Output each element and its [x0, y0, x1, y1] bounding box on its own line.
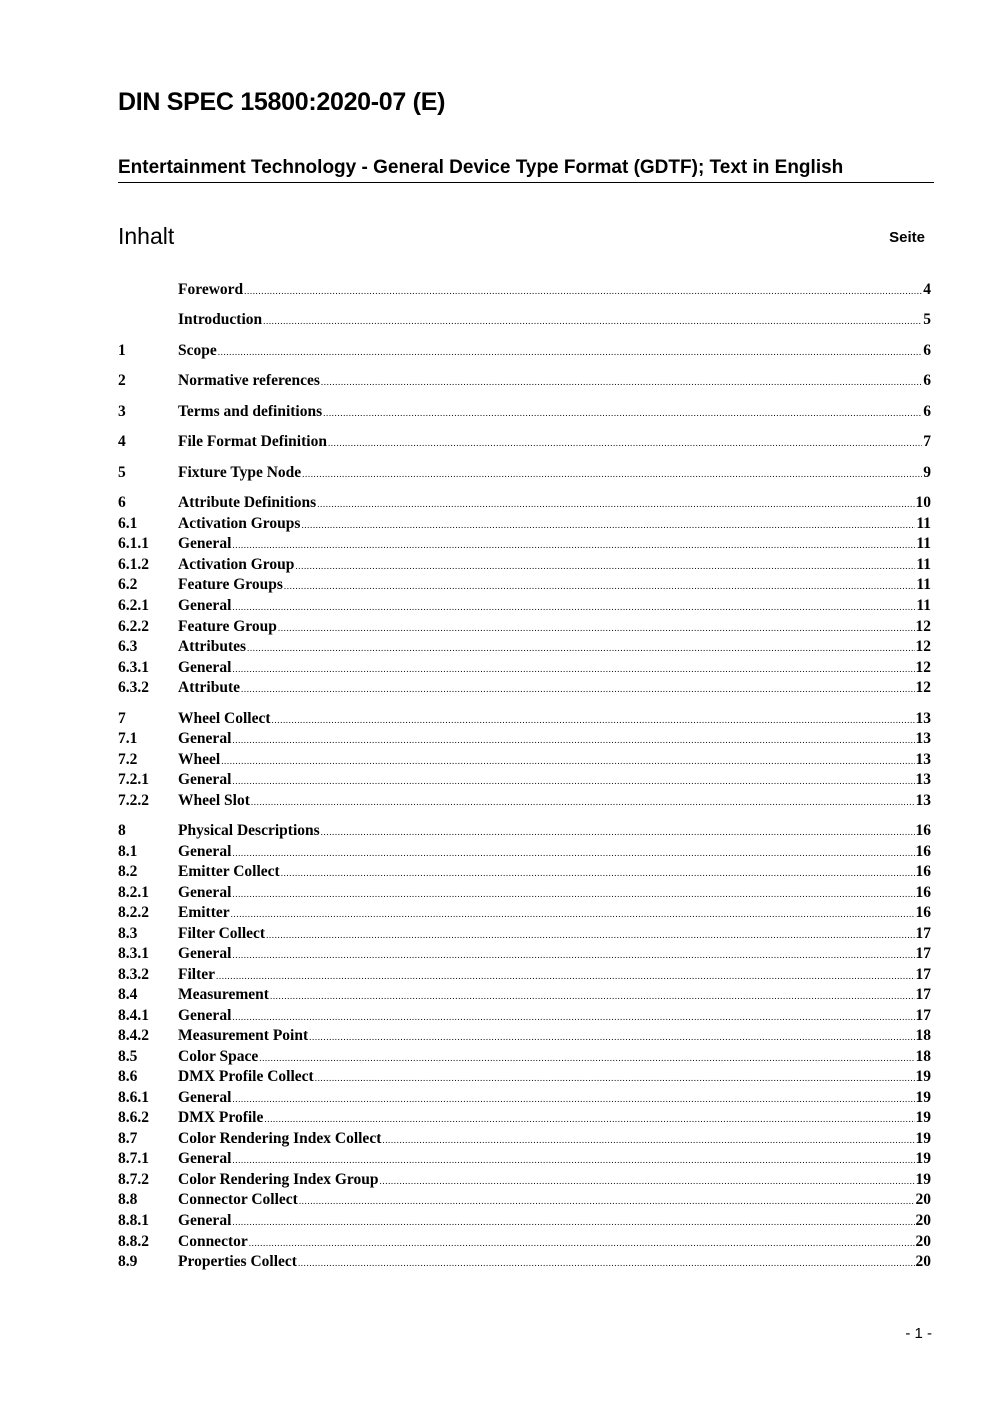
toc-entry-page: 17 [915, 986, 931, 1003]
toc-entry-page: 13 [915, 710, 931, 727]
toc-entry-title: General [178, 730, 232, 747]
toc-entry-title: Feature Groups [178, 576, 283, 593]
toc-entry-title: General [178, 1150, 232, 1167]
toc-page-column-label: Seite [889, 229, 925, 246]
toc-entry-title: Attributes [178, 638, 247, 655]
toc-entry[interactable] [118, 842, 931, 862]
toc-leader-dots [216, 966, 914, 986]
toc-entry[interactable] [118, 1067, 931, 1087]
toc-leader-dots [218, 342, 923, 362]
toc-entry-number: 8.6 [118, 1068, 138, 1085]
toc-entry-title: General [178, 1007, 232, 1024]
toc-entry[interactable] [118, 965, 931, 985]
toc-entry-number: 7 [118, 710, 126, 727]
toc-entry[interactable] [118, 341, 931, 361]
toc-leader-dots [251, 792, 915, 812]
toc-entry-page: 13 [915, 730, 931, 747]
toc-entry-title: Attribute [178, 679, 240, 696]
toc-leader-dots [302, 464, 922, 484]
toc-entry-page: 19 [915, 1171, 931, 1188]
toc-leader-dots [232, 884, 914, 904]
toc-entry-number: 8.6.1 [118, 1089, 149, 1106]
toc-entry-page: 19 [915, 1130, 931, 1147]
toc-entry-page: 4 [923, 281, 931, 298]
toc-leader-dots [309, 1027, 914, 1047]
toc-entry-page: 10 [915, 494, 931, 511]
toc-entry-title: Feature Group [178, 618, 277, 635]
toc-entry[interactable] [118, 678, 931, 698]
document-title: DIN SPEC 15800:2020-07 (E) [118, 88, 446, 116]
document-subtitle: Entertainment Technology - General Device Type Format (GDTF); Text in English [118, 157, 934, 183]
toc-entry[interactable] [118, 1006, 931, 1026]
toc-entry-page: 11 [916, 597, 931, 614]
toc-entry-page: 11 [916, 535, 931, 552]
toc-entry[interactable] [118, 1149, 931, 1169]
toc-entry[interactable] [118, 463, 931, 483]
toc-entry-number: 8.2.1 [118, 884, 149, 901]
toc-entry[interactable] [118, 750, 931, 770]
toc-entry-number: 6.2.1 [118, 597, 149, 614]
toc-leader-dots [259, 1048, 914, 1068]
toc-entry-number: 8.8.2 [118, 1233, 149, 1250]
page-number: - 1 - [905, 1325, 932, 1342]
toc-entry-number: 2 [118, 372, 126, 389]
toc-entry-title: Filter Collect [178, 925, 266, 942]
toc-entry[interactable] [118, 658, 931, 678]
toc-leader-dots [281, 863, 915, 883]
toc-entry-page: 17 [915, 1007, 931, 1024]
toc-leader-dots [232, 1089, 914, 1109]
toc-entry[interactable] [118, 555, 931, 575]
toc-leader-dots [321, 372, 922, 392]
toc-entry[interactable] [118, 637, 931, 657]
toc-leader-dots [232, 771, 914, 791]
toc-entry-page: 6 [923, 403, 931, 420]
toc-entry-page: 11 [916, 576, 931, 593]
toc-leader-dots [244, 281, 922, 301]
toc-entry-title: Foreword [178, 281, 244, 298]
toc-entry-number: 6.1 [118, 515, 138, 532]
toc-entry-number: 8 [118, 822, 126, 839]
toc-entry-page: 20 [915, 1253, 931, 1270]
toc-entry-title: Terms and definitions [178, 403, 323, 420]
toc-leader-dots [232, 945, 914, 965]
toc-entry-number: 6 [118, 494, 126, 511]
toc-entry[interactable] [118, 985, 931, 1005]
toc-entry-number: 1 [118, 342, 126, 359]
toc-entry[interactable] [118, 883, 931, 903]
toc-entry-title: General [178, 1089, 232, 1106]
toc-entry-number: 8.7.2 [118, 1171, 149, 1188]
toc-entry[interactable] [118, 791, 931, 811]
toc-entry[interactable] [118, 903, 931, 923]
toc-entry[interactable] [118, 1232, 931, 1252]
toc-leader-dots [284, 576, 915, 596]
toc-leader-dots [266, 925, 914, 945]
toc-entry-page: 12 [915, 638, 931, 655]
toc-leader-dots [323, 403, 922, 423]
toc-entry-title: Wheel Slot [178, 792, 250, 809]
toc-entry-number: 8.7.1 [118, 1150, 149, 1167]
toc-entry-number: 8.1 [118, 843, 138, 860]
toc-entry-number: 8.2.2 [118, 904, 149, 921]
toc-entry[interactable] [118, 1047, 931, 1067]
toc-entry-title: Filter [178, 966, 216, 983]
toc-entry-page: 16 [915, 904, 931, 921]
toc-entry-title: Activation Groups [178, 515, 301, 532]
toc-entry[interactable] [118, 534, 931, 554]
toc-leader-dots [232, 1007, 914, 1027]
toc-entry[interactable] [118, 493, 931, 513]
toc-entry-title: Emitter [178, 904, 230, 921]
toc-entry-page: 18 [915, 1048, 931, 1065]
toc-entry-number: 8.4.1 [118, 1007, 149, 1024]
toc-entry-number: 8.6.2 [118, 1109, 149, 1126]
toc-entry-number: 7.2 [118, 751, 138, 768]
toc-entry-number: 8.3 [118, 925, 138, 942]
toc-entry-number: 8.9 [118, 1253, 138, 1270]
toc-entry[interactable] [118, 575, 931, 595]
toc-entry-title: General [178, 884, 232, 901]
toc-entry-page: 12 [915, 618, 931, 635]
toc-entry-number: 7.2.2 [118, 792, 149, 809]
toc-entry[interactable] [118, 514, 931, 534]
toc-entry[interactable] [118, 1170, 931, 1190]
toc-entry-number: 6.3 [118, 638, 138, 655]
toc-entry-title: DMX Profile Collect [178, 1068, 314, 1085]
toc-entry-title: Measurement [178, 986, 269, 1003]
toc-entry-number: 6.2 [118, 576, 138, 593]
toc-entry-page: 9 [923, 464, 931, 481]
toc-entry[interactable] [118, 402, 931, 422]
toc-entry-number: 6.2.2 [118, 618, 149, 635]
toc-entry-page: 13 [915, 771, 931, 788]
toc-entry-number: 5 [118, 464, 126, 481]
toc-entry-page: 16 [915, 822, 931, 839]
toc-entry-title: Activation Group [178, 556, 295, 573]
toc-entry-page: 13 [915, 751, 931, 768]
toc-leader-dots [232, 535, 915, 555]
toc-leader-dots [270, 986, 915, 1006]
toc-entry-title: Attribute Definitions [178, 494, 317, 511]
toc-entry-page: 19 [915, 1089, 931, 1106]
toc-entry-page: 16 [915, 863, 931, 880]
toc-entry[interactable] [118, 280, 931, 300]
toc-leader-dots [249, 1233, 915, 1253]
toc-entry-number: 8.4.2 [118, 1027, 149, 1044]
toc-heading: Inhalt [118, 223, 175, 249]
toc-leader-dots [298, 1253, 915, 1273]
toc-leader-dots [232, 1212, 914, 1232]
toc-entry-title: General [178, 843, 232, 860]
toc-leader-dots [232, 843, 914, 863]
toc-entry[interactable] [118, 617, 931, 637]
toc-entry[interactable] [118, 1211, 931, 1231]
toc-entry-title: Physical Descriptions [178, 822, 320, 839]
toc-entry-title: General [178, 945, 232, 962]
toc-leader-dots [321, 822, 915, 842]
toc-entry-number: 6.3.1 [118, 659, 149, 676]
toc-entry-page: 19 [915, 1068, 931, 1085]
toc-entry-title: DMX Profile [178, 1109, 264, 1126]
toc-leader-dots [232, 730, 914, 750]
toc-entry[interactable] [118, 729, 931, 749]
toc-entry-page: 17 [915, 945, 931, 962]
toc-entry-page: 18 [915, 1027, 931, 1044]
toc-leader-dots [317, 494, 914, 514]
toc-leader-dots [382, 1130, 914, 1150]
toc-entry-title: Measurement Point [178, 1027, 309, 1044]
toc-entry[interactable] [118, 1190, 931, 1210]
toc-entry-page: 20 [915, 1233, 931, 1250]
toc-entry-page: 11 [916, 515, 931, 532]
toc-entry-title: Introduction [178, 311, 263, 328]
toc-entry-page: 17 [915, 925, 931, 942]
toc-leader-dots [299, 1191, 915, 1211]
toc-entry-title: Connector Collect [178, 1191, 298, 1208]
toc-entry-number: 4 [118, 433, 126, 450]
toc-entry-title: Color Rendering Index Group [178, 1171, 379, 1188]
toc-entry[interactable] [118, 1129, 931, 1149]
toc-entry[interactable] [118, 944, 931, 964]
toc-leader-dots [278, 618, 915, 638]
toc-entry-page: 17 [915, 966, 931, 983]
toc-entry[interactable] [118, 924, 931, 944]
toc-entry-title: General [178, 659, 232, 676]
toc-entry-title: Color Space [178, 1048, 259, 1065]
toc-entry-number: 6.1.2 [118, 556, 149, 573]
toc-entry[interactable] [118, 709, 931, 729]
toc-entry-number: 8.2 [118, 863, 138, 880]
toc-entry-page: 12 [915, 659, 931, 676]
toc-leader-dots [221, 751, 914, 771]
toc-leader-dots [263, 311, 922, 331]
toc-entry-page: 12 [915, 679, 931, 696]
toc-entry-number: 8.5 [118, 1048, 138, 1065]
toc-entry-title: Wheel Collect [178, 710, 271, 727]
toc-entry[interactable] [118, 1252, 931, 1272]
toc-entry-number: 6.1.1 [118, 535, 149, 552]
toc-entry[interactable] [118, 596, 931, 616]
toc-entry-number: 8.3.2 [118, 966, 149, 983]
toc-entry[interactable] [118, 1026, 931, 1046]
toc-entry-number: 7.2.1 [118, 771, 149, 788]
toc-leader-dots [241, 679, 915, 699]
toc-entry-page: 7 [923, 433, 931, 450]
toc-entry[interactable] [118, 371, 931, 391]
toc-entry-title: Properties Collect [178, 1253, 297, 1270]
toc-entry-page: 13 [915, 792, 931, 809]
toc-entry[interactable] [118, 1108, 931, 1128]
toc-entry-page: 19 [915, 1109, 931, 1126]
toc-leader-dots [264, 1109, 914, 1129]
toc-entry-page: 5 [923, 311, 931, 328]
toc-leader-dots [231, 904, 915, 924]
toc-leader-dots [272, 710, 915, 730]
toc-entry-number: 3 [118, 403, 126, 420]
toc-entry-title: Color Rendering Index Collect [178, 1130, 382, 1147]
toc-entry-title: Normative references [178, 372, 320, 389]
toc-leader-dots [380, 1171, 915, 1191]
toc-entry-number: 8.3.1 [118, 945, 149, 962]
toc-entry-number: 6.3.2 [118, 679, 149, 696]
toc-leader-dots [295, 556, 915, 576]
toc-entry-page: 19 [915, 1150, 931, 1167]
toc-leader-dots [301, 515, 915, 535]
toc-entry-title: General [178, 535, 232, 552]
toc-leader-dots [247, 638, 914, 658]
toc-entry-title: General [178, 597, 232, 614]
toc-entry-page: 6 [923, 342, 931, 359]
toc-entry-title: General [178, 1212, 232, 1229]
toc-entry-title: General [178, 771, 232, 788]
toc-entry-title: Scope [178, 342, 217, 359]
toc-entry[interactable] [118, 862, 931, 882]
toc-entry-title: File Format Definition [178, 433, 327, 450]
toc-entry-page: 20 [915, 1212, 931, 1229]
toc-entry[interactable] [118, 821, 931, 841]
toc-entry-number: 7.1 [118, 730, 138, 747]
toc-entry-number: 8.8 [118, 1191, 138, 1208]
toc-entry[interactable] [118, 770, 931, 790]
toc-entry-page: 11 [916, 556, 931, 573]
toc-entry-page: 6 [923, 372, 931, 389]
toc-entry-title: Emitter Collect [178, 863, 280, 880]
toc-entry-number: 8.8.1 [118, 1212, 149, 1229]
toc-entry-number: 8.7 [118, 1130, 138, 1147]
toc-leader-dots [328, 433, 922, 453]
toc-entry-page: 20 [915, 1191, 931, 1208]
toc-leader-dots [232, 659, 914, 679]
toc-entry-title: Wheel [178, 751, 221, 768]
toc-leader-dots [315, 1068, 915, 1088]
toc-entry-number: 8.4 [118, 986, 138, 1003]
toc-entry[interactable] [118, 432, 931, 452]
toc-entry-title: Fixture Type Node [178, 464, 302, 481]
toc-entry-title: Connector [178, 1233, 248, 1250]
toc-leader-dots [232, 597, 915, 617]
toc-entry-page: 16 [915, 884, 931, 901]
toc-leader-dots [232, 1150, 914, 1170]
toc-entry-page: 16 [915, 843, 931, 860]
toc-entry[interactable] [118, 310, 931, 330]
toc-entry[interactable] [118, 1088, 931, 1108]
